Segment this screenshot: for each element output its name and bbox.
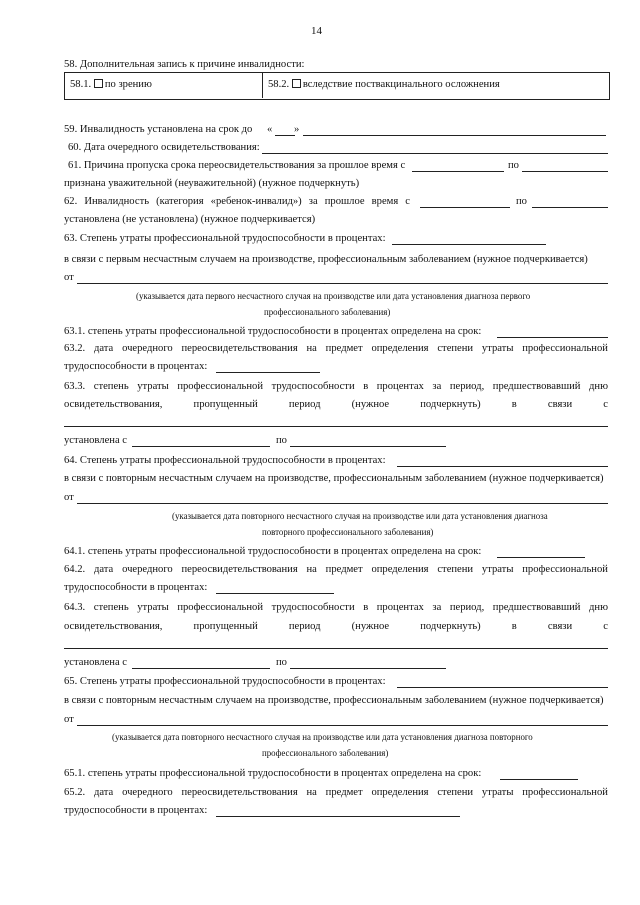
disability-percent-field-65[interactable] bbox=[397, 687, 608, 688]
category-from-field[interactable] bbox=[420, 207, 510, 208]
section-64-label: 64. Степень утраты профессиональной трудоспособности в процентах: bbox=[64, 455, 386, 466]
word: профессиональной bbox=[522, 343, 608, 354]
section-65-note: (указывается дата повторного несчастного случая на производстве или дата установления диагноза повторного bbox=[112, 732, 533, 742]
section-65-line2: в связи с повторным несчастным случаем на производстве, профессиональным заболеванием (нужное подчеркивается) bbox=[64, 695, 604, 706]
accident-date-field-63[interactable] bbox=[77, 283, 608, 284]
section-62-po: по bbox=[516, 196, 527, 207]
word: процентах bbox=[376, 602, 424, 613]
option-58-1[interactable] bbox=[70, 78, 152, 91]
section-63-label: 63. Степень утраты профессиональной трудоспособности в процентах: bbox=[64, 233, 386, 244]
option-58-2[interactable] bbox=[268, 78, 500, 91]
category-to-field[interactable] bbox=[532, 207, 608, 208]
word: 65.2. bbox=[64, 787, 86, 798]
word: утраты bbox=[481, 564, 514, 575]
word: 62. bbox=[64, 196, 78, 207]
word: утраты bbox=[137, 602, 169, 613]
term-field-64-1[interactable] bbox=[497, 557, 585, 558]
word: профессиональной bbox=[177, 602, 263, 613]
word: за bbox=[432, 381, 442, 392]
next-exam-date-field[interactable] bbox=[262, 153, 608, 154]
word: подчеркнуть) bbox=[420, 399, 481, 410]
section-62-line2: установлена (не установлена) (нужное подчеркивается) bbox=[64, 214, 316, 225]
section-64-ot: от bbox=[64, 492, 74, 503]
word: дата bbox=[93, 343, 114, 354]
word: степени bbox=[437, 787, 474, 798]
word: на bbox=[306, 787, 317, 798]
section-63-note2: профессионального заболевания) bbox=[264, 307, 391, 317]
section-64-2-line1 bbox=[64, 563, 608, 576]
option-58-1-label: по зрению bbox=[104, 79, 152, 90]
section-63-3-ust: установлена с bbox=[64, 435, 127, 446]
word: 63.3. bbox=[64, 381, 86, 392]
from-field-63-3[interactable] bbox=[132, 446, 270, 447]
word: переосвидетельствования bbox=[181, 343, 298, 354]
accident-date-field-64[interactable] bbox=[77, 503, 608, 504]
section-61-po: по bbox=[508, 160, 519, 171]
word: процентах bbox=[376, 381, 424, 392]
word: 63.2. bbox=[64, 343, 86, 354]
quote-open: « bbox=[267, 124, 273, 135]
word: переосвидетельствования bbox=[181, 787, 298, 798]
word: очередного bbox=[122, 564, 173, 575]
word: время bbox=[371, 196, 399, 207]
checkbox-58-1[interactable] bbox=[94, 79, 103, 88]
word: период bbox=[288, 621, 321, 632]
term-field[interactable] bbox=[303, 135, 606, 136]
to-field-63-3[interactable] bbox=[290, 446, 446, 447]
section-63-2-line2: трудоспособности в процентах: bbox=[64, 361, 208, 372]
section-65-1-label: 65.1. степень утраты профессиональной трудоспособности в процентах определена на срок: bbox=[64, 768, 482, 779]
section-63-2-line1 bbox=[64, 342, 608, 355]
word: (нужное bbox=[351, 621, 390, 632]
word: утраты bbox=[481, 787, 514, 798]
to-field-64-3[interactable] bbox=[290, 668, 446, 669]
section-63-line2: в связи с первым несчастным случаем на производстве, профессиональным заболеванием (нужное подчеркивается) bbox=[64, 254, 588, 265]
word: связи bbox=[547, 399, 573, 410]
word: предшествовавший bbox=[492, 602, 581, 613]
word: Инвалидность bbox=[84, 196, 150, 207]
word: профессиональной bbox=[177, 381, 263, 392]
word: 64.3. bbox=[64, 602, 86, 613]
word: степень bbox=[93, 602, 129, 613]
word: 64.2. bbox=[64, 564, 86, 575]
section-59-label: 59. Инвалидность установлена на срок до bbox=[64, 124, 253, 135]
from-field-64-3[interactable] bbox=[132, 668, 270, 669]
word: в bbox=[511, 399, 517, 410]
term-field-65-1[interactable] bbox=[500, 779, 578, 780]
section-63-3-po: по bbox=[276, 435, 287, 446]
checkbox-58-2[interactable] bbox=[292, 79, 301, 88]
section-64-3-line1 bbox=[64, 601, 608, 614]
section-64-line2: в связи с повторным несчастным случаем на производстве, профессиональным заболеванием (нужное подчеркивается) bbox=[64, 473, 604, 484]
word: за bbox=[432, 602, 442, 613]
section-64-3-po: по bbox=[276, 657, 287, 668]
word: в bbox=[511, 621, 517, 632]
word: с bbox=[603, 621, 608, 632]
section-64-2-line2: трудоспособности в процентах: bbox=[64, 582, 208, 593]
reason-field-63-3[interactable] bbox=[64, 426, 608, 427]
section-65-note2: профессионального заболевания) bbox=[262, 748, 389, 758]
word: степени bbox=[437, 564, 474, 575]
word: определения bbox=[371, 787, 429, 798]
section-65-label: 65. Степень утраты профессиональной трудоспособности в процентах: bbox=[64, 676, 386, 687]
word: на bbox=[306, 343, 317, 354]
word: дню bbox=[589, 381, 608, 392]
option-58-2-number: 58.2. bbox=[268, 79, 290, 90]
word: освидетельствования, bbox=[64, 399, 163, 410]
word: подчеркнуть) bbox=[420, 621, 481, 632]
section-64-note2: повторного профессионального заболевания) bbox=[262, 527, 434, 537]
page-number: 14 bbox=[311, 25, 322, 37]
section-63-3-line1 bbox=[64, 380, 608, 393]
word: дата bbox=[93, 564, 114, 575]
table-divider bbox=[262, 72, 263, 98]
word: в bbox=[363, 381, 369, 392]
section-63-note: (указывается дата первого несчастного случая на производстве или дата установления диагноза первого bbox=[136, 291, 531, 301]
word: период, bbox=[449, 602, 485, 613]
option-58-1-number: 58.1. bbox=[70, 79, 92, 90]
option-58-2-label: вследствие поствакцинального осложнения bbox=[302, 79, 500, 90]
word: предмет bbox=[325, 564, 363, 575]
word: период bbox=[288, 399, 321, 410]
section-62-line1 bbox=[64, 195, 410, 208]
word: в bbox=[363, 602, 369, 613]
section-64-3-ust: установлена с bbox=[64, 657, 127, 668]
word: дню bbox=[589, 602, 608, 613]
word: трудоспособности bbox=[271, 602, 355, 613]
section-65-2-line2: трудоспособности в процентах: bbox=[64, 805, 208, 816]
word: прошлое bbox=[324, 196, 365, 207]
word: пропущенный bbox=[193, 621, 258, 632]
section-63-ot: от bbox=[64, 272, 74, 283]
reexam-date-field-64-2[interactable] bbox=[216, 593, 334, 594]
word: связи bbox=[547, 621, 573, 632]
word: переосвидетельствования bbox=[181, 564, 298, 575]
section-65-2-line1 bbox=[64, 786, 608, 799]
reexam-date-field-63-2[interactable] bbox=[216, 372, 320, 373]
reason-field-64-3[interactable] bbox=[64, 648, 608, 649]
section-64-1-label: 64.1. степень утраты профессиональной трудоспособности в процентах определена на срок: bbox=[64, 546, 482, 557]
word: определения bbox=[371, 564, 429, 575]
section-63-3-line2 bbox=[64, 398, 608, 411]
word: очередного bbox=[122, 787, 173, 798]
section-61-label: 61. Причина пропуска срока переосвидетельствования за прошлое время с bbox=[68, 160, 406, 171]
word: предмет bbox=[325, 787, 363, 798]
word: (категория bbox=[156, 196, 204, 207]
day-field[interactable] bbox=[275, 135, 295, 136]
word: предмет bbox=[325, 343, 363, 354]
word: степени bbox=[437, 343, 474, 354]
missed-from-field[interactable] bbox=[412, 171, 504, 172]
section-65-ot: от bbox=[64, 714, 74, 725]
reexam-date-field-65-2[interactable] bbox=[216, 816, 460, 817]
word: период, bbox=[449, 381, 485, 392]
section-64-note: (указывается дата повторного несчастного случая на производстве или дата установления диагноза bbox=[172, 511, 548, 521]
word: пропущенный bbox=[193, 399, 258, 410]
section-63-1-label: 63.1. степень утраты профессиональной трудоспособности в процентах определена на срок: bbox=[64, 326, 482, 337]
word: утраты bbox=[137, 381, 169, 392]
word: профессиональной bbox=[522, 787, 608, 798]
word: очередного bbox=[122, 343, 173, 354]
word: за bbox=[308, 196, 318, 207]
word: освидетельствования, bbox=[64, 621, 163, 632]
section-58-title: 58. Дополнительная запись к причине инвалидности: bbox=[64, 59, 305, 70]
word: трудоспособности bbox=[271, 381, 355, 392]
quote-close: » bbox=[294, 124, 300, 135]
word: с bbox=[603, 399, 608, 410]
section-64-3-line2 bbox=[64, 620, 608, 633]
word: с bbox=[405, 196, 410, 207]
section-61-line2: признана уважительной (неуважительной) (нужное подчеркнуть) bbox=[64, 178, 360, 189]
section-60-label: 60. Дата очередного освидетельствования: bbox=[68, 142, 260, 153]
accident-date-field-65[interactable] bbox=[77, 725, 608, 726]
word: предшествовавший bbox=[492, 381, 581, 392]
disability-percent-field-63[interactable] bbox=[392, 244, 546, 245]
word: определения bbox=[371, 343, 429, 354]
word: профессиональной bbox=[522, 564, 608, 575]
word: дата bbox=[93, 787, 114, 798]
word: «ребенок-инвалид») bbox=[210, 196, 302, 207]
missed-to-field[interactable] bbox=[522, 171, 608, 172]
term-field-63-1[interactable] bbox=[497, 337, 608, 338]
word: на bbox=[306, 564, 317, 575]
word: (нужное bbox=[351, 399, 390, 410]
word: утраты bbox=[481, 343, 514, 354]
word: степень bbox=[93, 381, 129, 392]
disability-percent-field-64[interactable] bbox=[397, 466, 608, 467]
